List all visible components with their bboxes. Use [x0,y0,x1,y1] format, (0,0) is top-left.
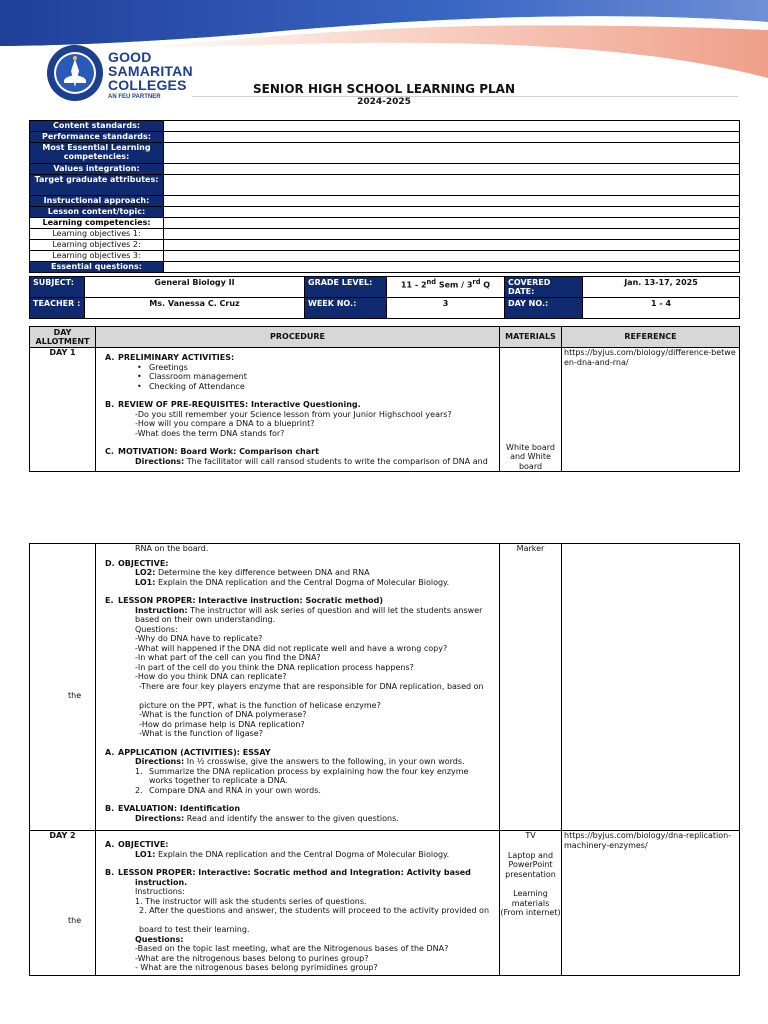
material-item: Laptop and PowerPoint presentation [505,850,556,879]
week-no-value: 3 [387,298,505,319]
list-item-wrap: the [68,691,82,700]
grade-level-label: GRADE LEVEL: [305,277,387,298]
evaluation-directions [102,814,496,824]
grade-level-value [387,277,505,298]
lo-label: LO2: [135,568,156,577]
list-item: -Why do DNA have to replicate? [135,634,263,643]
standards-table [29,120,740,273]
list-item: -There are four key players enzyme that are responsible for DNA replication, based on [139,681,484,691]
section-title: APPLICATION (ACTIVITIES): ESSAY [118,747,271,757]
list-item: -Do you still remember your Science lesson from your Junior Highschool years? [135,409,452,419]
review-section [102,400,496,410]
list-item: -Based on the topic last meeting, what are the Nitrogenous bases of the DNA? [135,944,449,953]
subject-value: General Biology II [85,277,305,298]
list-item: works together to replicate a DNA. [149,776,288,785]
learning-objective-1 [102,850,496,860]
lo-text: Explain the DNA replication and the Central Dogma of Molecular Biology. [157,849,450,859]
list-item: -How do primase help is DNA replication? [139,719,305,729]
section-title: REVIEW OF PRE-REQUISITES: Interactive Questioning. [118,400,361,409]
week-no-label: WEEK NO.: [305,298,387,319]
material-item: Learning materials (From internet) [500,889,561,917]
document-title: SENIOR HIGH SCHOOL LEARNING PLAN [253,82,515,96]
section-letter: A. [105,840,115,849]
reference-header: REFERENCE [562,327,740,348]
directions-label: Directions: [135,456,185,466]
directions-text: Read and identify the answer to the given questions. [186,813,399,823]
day-1-label: DAY 1 [30,348,96,472]
motivation-section [102,447,496,457]
list-item: - What are the nitrogenous bases belong pyrimidines group? [135,963,378,972]
list-item: -What are the nitrogenous bases belong to purines group? [135,953,369,963]
values-integration-label: Values integration: [30,164,164,175]
motivation-directions [102,457,496,467]
section-title: LESSON PROPER: Interactive instruction: Socratic method) [118,596,384,605]
document-year: 2024-2025 [357,97,411,107]
day-1-procedure [96,348,500,472]
section-letter: B. [105,400,115,409]
learning-competencies-label: Learning competencies: [30,218,164,229]
teacher-value: Ms. Vanessa C. Cruz [85,298,305,319]
lesson-topic-value [164,207,740,218]
list-item: -What will happened if the DNA did not replicate well and have a wrong copy? [135,643,448,653]
essential-questions-value [164,262,740,273]
list-item: • Greetings [102,363,496,373]
day-no-label: DAY NO.: [505,298,583,319]
learning-objective-2 [102,568,496,578]
list-item: -How will you compare a DNA to a blueprint? [135,419,315,428]
directions-text: The facilitator will call ransod students to write the comparison of DNA and [186,456,488,466]
learning-competencies-value [164,218,740,229]
graduate-attributes-value [164,175,740,196]
list-item: -In part of the cell do you think the DNA replication process happens? [135,662,414,672]
directions-label: Directions: [135,757,185,766]
list-item: -What is the function of DNA polymerase? [139,710,307,719]
lesson-proper-section [102,868,496,878]
section-title: LESSON PROPER: Interactive: Socratic method and Integration: Activity based [118,868,471,877]
section-letter: C. [105,447,114,456]
list-item-wrap: the [68,915,82,925]
evaluation-section [102,804,496,814]
essay-item-2: Compare DNA and RNA in your own words. [149,785,321,795]
day-1-procedure-continued [68,544,500,831]
school-name-line1: GOOD [108,49,152,65]
day-allotment-header: DAY ALLOTMENT [30,327,96,348]
section-title-continued: instruction. [135,877,188,887]
values-integration-value [164,164,740,175]
instructional-approach-label: Instructional approach: [30,196,164,207]
grade-prefix: 11 - 2 [400,280,427,290]
lesson-instruction [102,606,496,616]
learning-objective-1-label: Learning objectives 1: [30,229,164,240]
application-section [102,748,496,758]
grade-sup2: rd [472,278,481,286]
covered-date-label: COVERED DATE: [505,277,583,298]
preliminary-section [102,353,496,363]
section-title: EVALUATION: Identification [118,804,241,813]
essay-item-1: Summarize the DNA replication process by explaining how the four key enzyme [149,766,469,776]
list-item: 1. The instructor will ask the students series of questions. [135,896,367,906]
grade-mid: Sem / 3 [436,280,473,290]
section-letter: B. [105,868,115,877]
day-1-reference-continued [562,544,740,831]
learning-objective-2-value [164,240,740,251]
procedure-table-page1 [29,326,740,472]
teacher-label: TEACHER : [30,298,85,319]
melc-label: Most Essential Learning competencies: [30,143,164,164]
procedure-table-page2 [29,543,740,976]
grade-sup1: nd [426,278,437,286]
section-title: PRELIMINARY ACTIVITIES: [118,353,235,362]
day-2-label: DAY 2 [30,831,96,976]
school-name-line3: COLLEGES [108,77,187,93]
motivation-continued: RNA on the board. [135,544,209,553]
list-item: 1. Summarize the DNA replication process by explaining how the four key enzyme [135,766,469,776]
objective-section [102,840,496,850]
subject-label: SUBJECT: [30,277,85,298]
day-2-materials [500,831,562,976]
grade-suffix: Q [480,280,491,290]
learning-objective-2-label: Learning objectives 2: [30,240,164,251]
directions-text: In ½ crosswise, give the answers to the following, in your own words. [186,757,465,766]
essential-questions-label: Essential questions: [30,262,164,273]
section-letter: D. [105,558,115,568]
school-name-line2: SAMARITAN [108,63,193,79]
section-title: OBJECTIVE: [118,840,169,849]
list-item: -What is the function of ligase? [139,729,263,738]
learning-objective-1-value [164,229,740,240]
application-directions [102,757,496,767]
objective-section [102,559,496,569]
content-standards-label: Content standards: [30,121,164,132]
list-item: board to test their learning. [139,925,250,934]
lesson-proper-section [102,596,496,606]
day-1-materials: White board and White board [500,348,562,472]
day-1-materials-continued: Marker [500,544,562,831]
instructions-label: Instructions: [135,887,185,896]
list-item: 2. Compare DNA and RNA in your own words. [135,785,321,795]
instructional-approach-value [164,196,740,207]
list-item: 2. After the questions and answer, the students will proceed to the activity provided on [139,906,490,915]
section-title: OBJECTIVE: [118,558,169,568]
performance-standards-value [164,132,740,143]
day-2-procedure [68,831,500,976]
questions-label: Questions: [135,934,184,944]
section-title: MOTIVATION: Board Work: Comparison chart [118,447,319,456]
lo-text: Determine the key difference between DNA and RNA [157,568,370,577]
lo-label: LO1: [135,849,156,859]
questions-label: Questions: [135,624,178,634]
directions-label: Directions: [135,813,185,823]
content-standards-value [164,121,740,132]
melc-value [164,143,740,164]
lesson-topic-label: Lesson content/topic: [30,207,164,218]
list-item: -What does the term DNA stands for? [135,428,285,438]
covered-date-value: Jan. 13-17, 2025 [583,277,740,298]
instruction-text-continued: based on their own understanding. [135,615,276,624]
learning-objective-3-label: Learning objectives 3: [30,251,164,262]
section-letter: A. [105,747,115,757]
procedure-header: PROCEDURE [96,327,500,348]
list-item: -In what part of the cell can you find the DNA? [135,653,321,662]
instruction-text: The instructor will ask series of question and will let the students answer [190,605,483,615]
graduate-attributes-label: Target graduate attributes: [30,175,164,196]
performance-standards-label: Performance standards: [30,132,164,143]
lo-label: LO1: [135,577,156,587]
material-item: TV [525,831,536,840]
list-item: • Checking of Attendance [102,382,496,392]
lo-text: Explain the DNA replication and the Central Dogma of Molecular Biology. [157,577,450,587]
materials-header: MATERIALS [500,327,562,348]
subject-info-table [29,276,740,319]
day-1-reference: https://byjus.com/biology/difference-between-dna-and-rna/ [562,348,740,472]
day-1-continued-cell [30,544,96,831]
list-item: picture on the PPT, what is the function of helicase enzyme? [139,700,381,710]
section-letter: E. [105,596,114,605]
school-tagline: AN FEU PARTNER [108,94,161,100]
list-item: -How do you think DNA can replicate? [135,672,287,681]
learning-objective-1 [102,578,496,588]
section-letter: A. [105,353,115,362]
list-item: • Classroom management [102,372,496,382]
learning-objective-3-value [164,251,740,262]
day-2-reference: https://byjus.com/biology/dna-replication-machinery-enzymes/ [562,831,740,976]
instruction-label: Instruction: [135,605,188,615]
day-no-value: 1 - 4 [583,298,740,319]
section-letter: B. [105,804,115,813]
